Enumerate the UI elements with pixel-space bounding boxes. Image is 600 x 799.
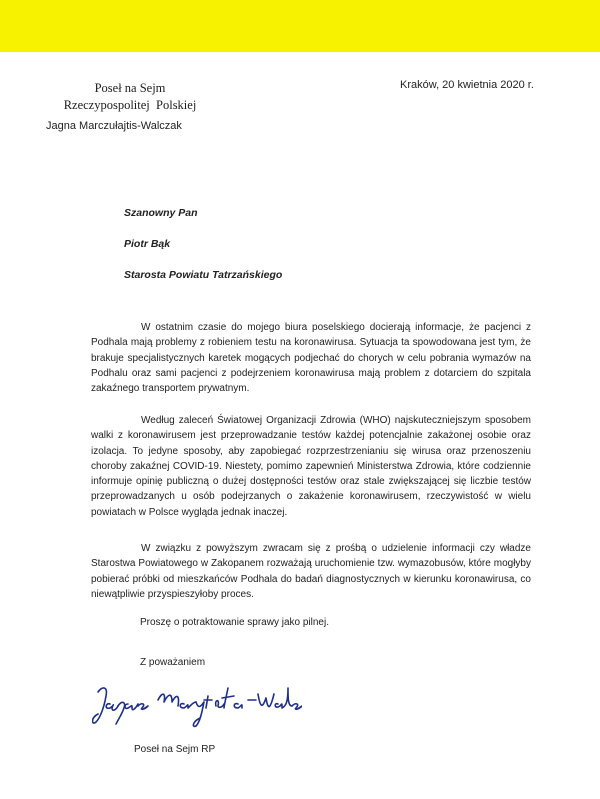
letter-date: Kraków, 20 kwietnia 2020 r. — [400, 79, 534, 91]
addressee-name: Piotr Bąk — [124, 238, 171, 250]
closing-line: Z poważaniem — [140, 657, 206, 668]
letterhead-line1: Poseł na Sejm — [94, 81, 166, 95]
sender-title: Poseł na Sejm RP — [134, 744, 216, 755]
request-line: Proszę o potraktowanie sprawy jako pilnej. — [140, 617, 329, 628]
handwritten-signature — [92, 678, 302, 730]
body-paragraph-1: W ostatnim czasie do mojego biura poselskiego docierają informacje, że pacjenci z Podhala mają problemy z robieniem testu na koronawirusa. Sytuacja ta spowodowana jest tym, że brakuje specjalistycznych karetek mogących podjechać do chorych w celu pobrania wymazów na Podhalu oraz sami pacjenci z podejrzeniem koronawirusa mają problem z dotarciem do szpitala zakaźnego transportem prywatnym. — [91, 322, 531, 395]
letterhead — [30, 80, 230, 114]
body-paragraph-2: Według zaleceń Światowej Organizacji Zdrowia (WHO) najskuteczniejszym sposobem walki z koronawirusem jest przeprowadzanie testów każdej potencjalnie zakażonej osobie oraz izolacja. To jedyne sposoby, aby zapobiegać rozprzestrzenianiu się wirusa oraz przenoszeniu choroby zakaźnej COVID-19. Niestety, pomimo zapewnień Ministerstwa Zdrowia, które codziennie informuje opinię publiczną o dużej dostępności testów oraz stale zwiększającej się liczbie testów przeprowadzanych u osób podejrzanych o zakażenie koronawirusem, rzeczywistość w wielu powiatach w Polsce wygląda jednak inaczej. — [91, 415, 531, 518]
body-paragraph-3: W związku z powyższym zwracam się z prośbą o udzielenie informacji czy władze Starostwa Powiatowego w Zakopanem rozważają uruchomienie tzw. wymazobusów, które mogłyby pobierać próbki od mieszkańców Podhala do badań diagnostycznych w kierunku koronawirusa, co niewątpliwie przyspieszyłoby proces. — [91, 543, 531, 600]
letterhead-line2: Rzeczypospolitej Polskiej — [63, 98, 197, 112]
addressee-salutation: Szanowny Pan — [124, 207, 198, 219]
yellow-highlight-band — [0, 0, 600, 52]
author-name: Jagna Marczułajtis-Walczak — [46, 120, 182, 132]
addressee-title: Starosta Powiatu Tatrzańskiego — [124, 269, 283, 281]
